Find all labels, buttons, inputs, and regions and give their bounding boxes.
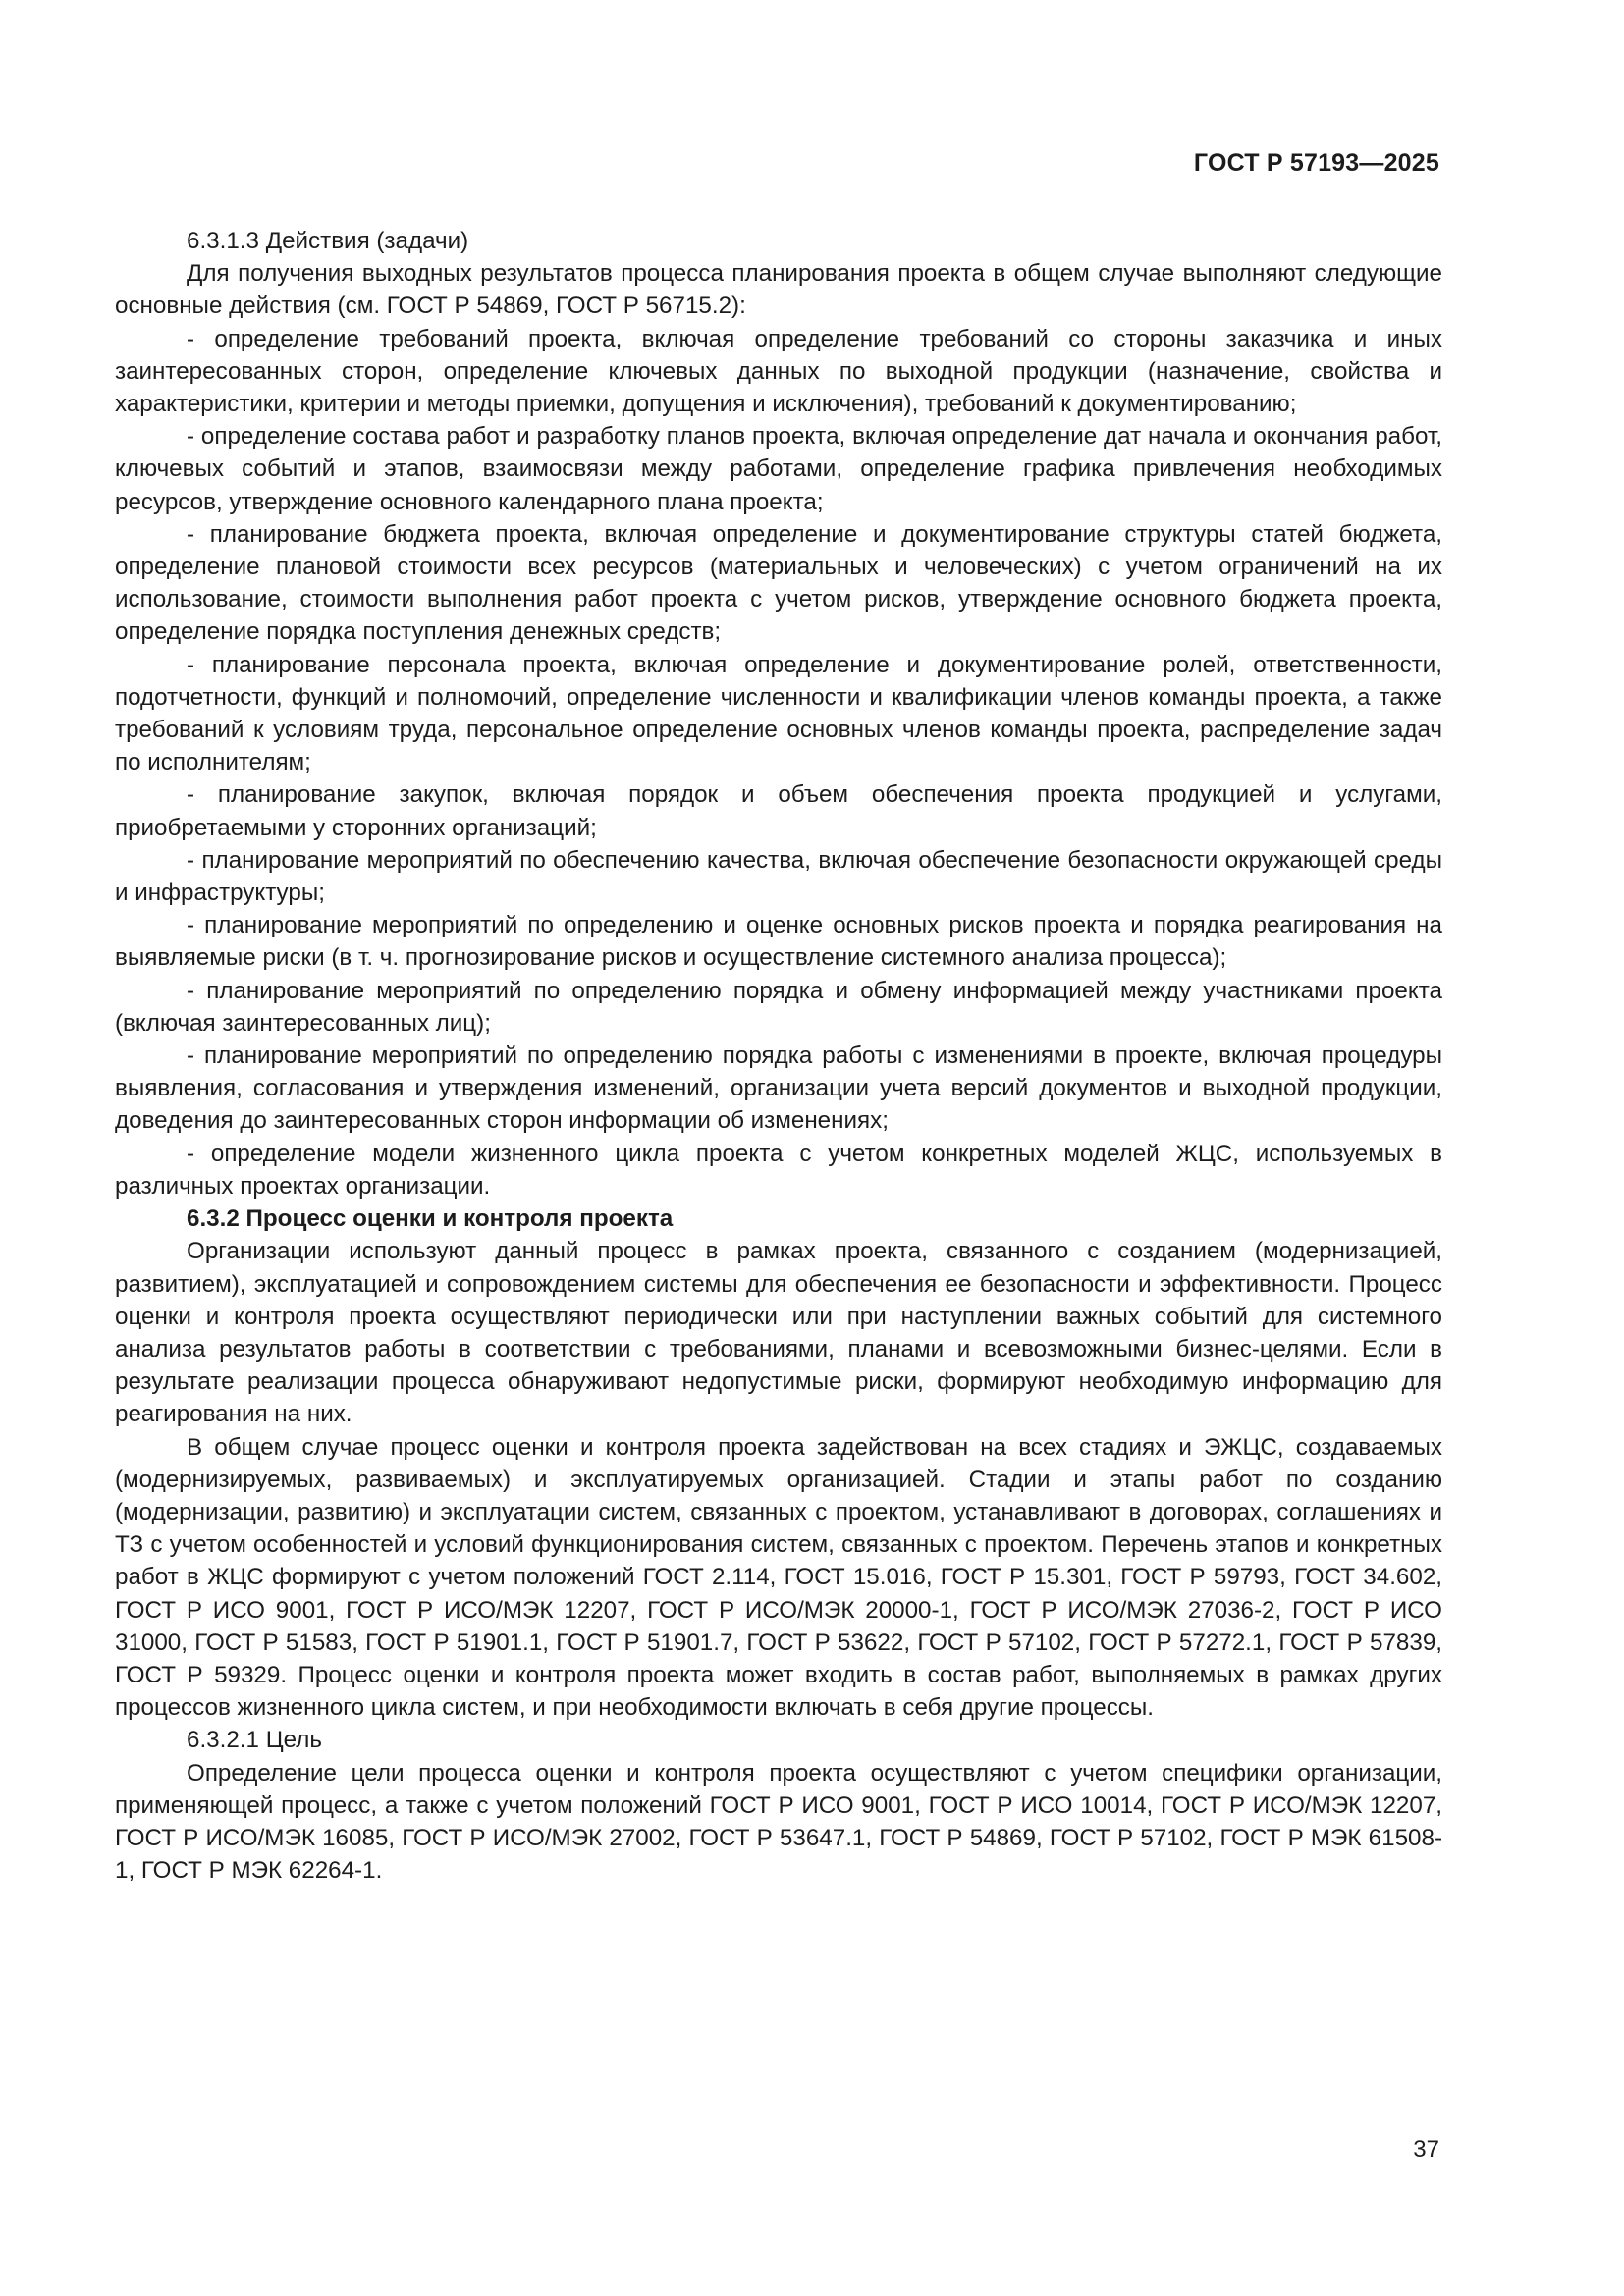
paragraph-process-stages: В общем случае процесс оценки и контроля проекта задействован на всех стадиях и ЭЖЦС, создаваемых (модернизируемых, развиваемых) и эксплуатируемых организацией. Стадии и этапы работ по созданию (модернизации, развитию) и эксплуатации систем, связанных с проектом, устанавливают в договорах, соглашениях и ТЗ с учетом особенностей и условий функционирования систем, связанных с проектом. Перечень этапов и конкретных работ в ЖЦС формируют с учетом положений ГОСТ 2.114, ГОСТ 15.016, ГОСТ Р 15.301, ГОСТ Р 59793, ГОСТ 34.602, ГОСТ Р ИСО 9001, ГОСТ Р ИСО/МЭК 12207, ГОСТ Р ИСО/МЭК 20000-1, ГОСТ Р ИСО/МЭК 27036-2, ГОСТ Р ИСО 31000, ГОСТ Р 51583, ГОСТ Р 51901.1, ГОСТ Р 51901.7, ГОСТ Р 53622, ГОСТ Р 57102, ГОСТ Р 57272.1, ГОСТ Р 57839, ГОСТ Р 59329. Процесс оценки и контроля проекта может входить в состав работ, выполняемых в рамках других процессов жизненного цикла систем, и при необходимости включать в себя другие процессы.	[115, 1433, 1442, 1722]
list-item-requirements: - определение требований проекта, включая определение требований со стороны заказчика и иных заинтересованных сторон, определение ключевых данных по выходной продукции (назначение, свойства и характеристики, критерии и методы приемки, допущения и исключения), требований к документированию;	[115, 325, 1442, 418]
paragraph-process-usage: Организации используют данный процесс в рамках проекта, связанного с созданием (модернизацией, развитием), эксплуатацией и сопровождением системы для обеспечения ее безопасности и эффективности. Процесс оценки и контроля проекта осуществляют периодически или при наступлении важных событий для системного анализа результатов работы в соответствии с требованиями, планами и всевозможными бизнес-целями. Если в результате реализации процесса обнаруживают недопустимые риски, формируют необходимую информацию для реагирования на них.	[115, 1238, 1442, 1428]
list-item-quality: - планирование мероприятий по обеспечению качества, включая обеспечение безопасности окружающей среды и инфраструктуры;	[115, 846, 1442, 907]
list-item-lifecycle-model: - определение модели жизненного цикла проекта с учетом конкретных моделей ЖЦС, используемых в различных проектах организации.	[115, 1140, 1442, 1200]
list-item-procurement: - планирование закупок, включая порядок и объем обеспечения проекта продукцией и услугами, приобретаемыми у сторонних организаций;	[115, 781, 1442, 841]
paragraph-process-goal: Определение цели процесса оценки и контроля проекта осуществляют с учетом специфики организации, применяющей процесс, а также с учетом положений ГОСТ Р ИСО 9001, ГОСТ Р ИСО 10014, ГОСТ Р ИСО/МЭК 12207, ГОСТ Р ИСО/МЭК 16085, ГОСТ Р ИСО/МЭК 27002, ГОСТ Р 53647.1, ГОСТ Р 54869, ГОСТ Р 57102, ГОСТ Р МЭК 61508-1, ГОСТ Р МЭК 62264-1.	[115, 1759, 1442, 1885]
list-item-information-exchange: - планирование мероприятий по определению порядка и обмену информацией между участниками проекта (включая заинтересованных лиц);	[115, 977, 1442, 1037]
list-item-budget: - планирование бюджета проекта, включая определение и документирование структуры статей бюджета, определение плановой стоимости всех ресурсов (материальных и человеческих) с учетом ограничений на их использование, стоимости выполнения работ проекта с учетом рисков, утверждение основного бюджета проекта, определение порядка поступления денежных средств;	[115, 520, 1442, 646]
list-item-risks: - планирование мероприятий по определению и оценке основных рисков проекта и порядка реагирования на выявляемые риски (в т. ч. прогнозирование рисков и осуществление системного анализа процесса);	[115, 912, 1442, 972]
page-number: 37	[1413, 2136, 1439, 2163]
paragraph-intro-actions: Для получения выходных результатов процесса планирования проекта в общем случае выполняют следующие основные действия (см. ГОСТ Р 54869, ГОСТ Р 56715.2):	[115, 260, 1442, 320]
document-body	[115, 225, 1442, 1887]
list-item-change-management: - планирование мероприятий по определению порядка работы с изменениями в проекте, включая процедуры выявления, согласования и утверждения изменений, организации учета версий документов и выходной продукции, доведения до заинтересованных сторон информации об изменениях;	[115, 1042, 1442, 1135]
list-item-work-plans: - определение состава работ и разработку планов проекта, включая определение дат начала и окончания работ, ключевых событий и этапов, взаимосвязи между работами, определение графика привлечения необходимых ресурсов, утверждение основного календарного плана проекта;	[115, 423, 1442, 515]
section-heading-6-3-2-1: 6.3.2.1 Цель	[187, 1727, 322, 1754]
section-heading-6-3-2: 6.3.2 Процесс оценки и контроля проекта	[187, 1205, 674, 1233]
list-item-personnel: - планирование персонала проекта, включая определение и документирование ролей, ответственности, подотчетности, функций и полномочий, определение численности и квалификации членов команды проекта, а также требований к условиям труда, персональное определение основных членов команды проекта, распределение задач по исполнителям;	[115, 651, 1442, 776]
section-heading-6-3-1-3: 6.3.1.3 Действия (задачи)	[187, 228, 469, 254]
document-code-header: ГОСТ Р 57193—2025	[1193, 149, 1439, 177]
